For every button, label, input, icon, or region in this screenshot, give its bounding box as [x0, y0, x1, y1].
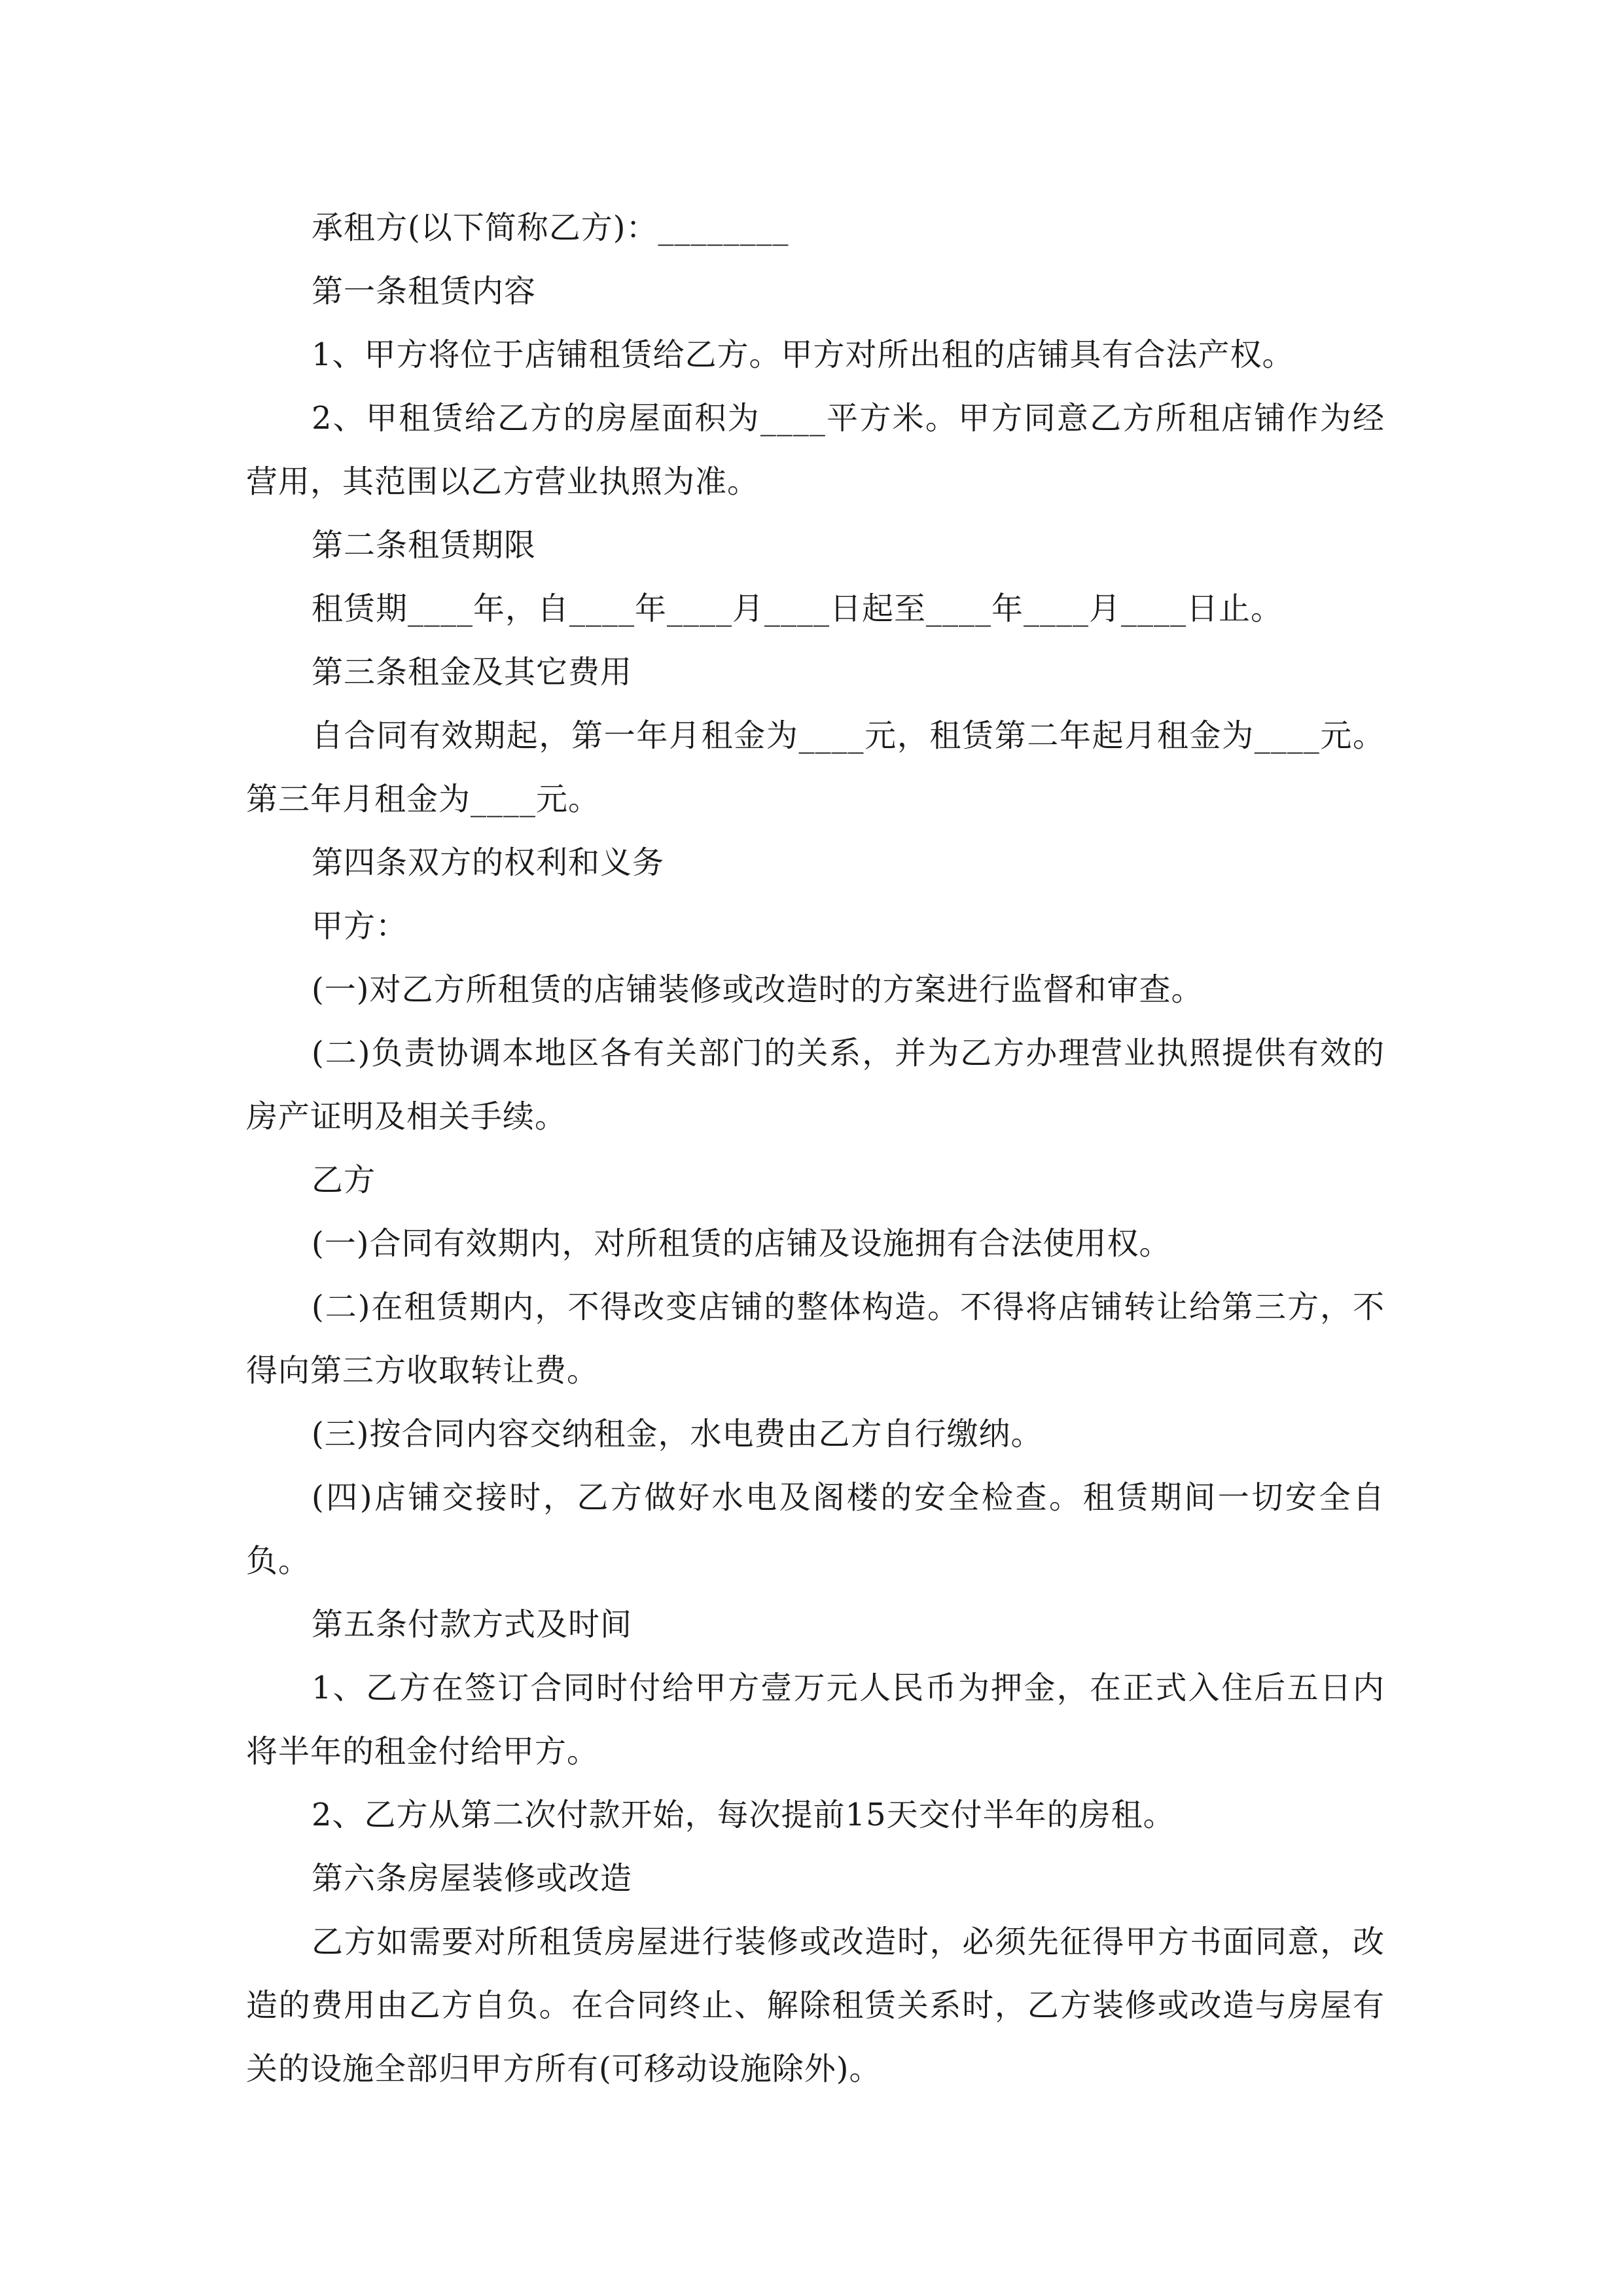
party-b-item-2: (二)在租赁期内，不得改变店铺的整体构造。不得将店铺转让给第三方，不得向第三方收取转让费。	[246, 1289, 1385, 1389]
article-1-heading: 第一条租赁内容	[312, 273, 537, 310]
payment-item-2: 2、乙方从第二次付款开始，每次提前15天交付半年的房租。	[312, 1797, 1175, 1833]
party-b-item-1: (一)合同有效期内，对所租赁的店铺及设施拥有合法使用权。	[312, 1225, 1171, 1262]
lease-term-line: 租赁期____年，自____年____月____日起至____年____月____日止。	[312, 590, 1283, 627]
payment-item-1: 1、乙方在签订合同时付给甲方壹万元人民币为押金，在正式入住后五日内将半年的租金付给甲方。	[246, 1670, 1385, 1770]
party-a-item-1: (一)对乙方所租赁的店铺装修或改造时的方案进行监督和审查。	[312, 971, 1204, 1008]
party-b-label: 乙方	[312, 1162, 376, 1198]
renovation-paragraph: 乙方如需要对所租赁房屋进行装修或改造时，必须先征得甲方书面同意，改造的费用由乙方自负。在合同终止、解除租赁关系时，乙方装修或改造与房屋有关的设施全部归甲方所有(可移动设施除外)。	[246, 1924, 1385, 2087]
rent-paragraph: 自合同有效期起，第一年月租金为____元，租赁第二年起月租金为____元。第三年月租金为____元。	[246, 717, 1385, 817]
article-3-heading: 第三条租金及其它费用	[312, 654, 633, 691]
party-a-label: 甲方：	[312, 908, 408, 944]
article-5-heading: 第五条付款方式及时间	[312, 1606, 633, 1643]
article-6-heading: 第六条房屋装修或改造	[312, 1860, 633, 1897]
article-1-item-1: 1、甲方将位于店铺租赁给乙方。甲方对所出租的店铺具有合法产权。	[312, 336, 1294, 373]
document-body	[246, 196, 1385, 2101]
article-2-heading: 第二条租赁期限	[312, 527, 537, 564]
article-4-heading: 第四条双方的权利和义务	[312, 844, 665, 881]
tenant-line: 承租方(以下简称乙方)：________	[312, 209, 789, 246]
article-1-item-2: 2、甲租赁给乙方的房屋面积为____平方米。甲方同意乙方所租店铺作为经营用，其范围以乙方营业执照为准。	[246, 400, 1385, 500]
party-b-item-4: (四)店铺交接时，乙方做好水电及阁楼的安全检查。租赁期间一切安全自负。	[246, 1479, 1385, 1579]
party-a-item-2: (二)负责协调本地区各有关部门的关系，并为乙方办理营业执照提供有效的房产证明及相关手续。	[246, 1035, 1385, 1135]
party-b-item-3: (三)按合同内容交纳租金，水电费由乙方自行缴纳。	[312, 1416, 1043, 1452]
